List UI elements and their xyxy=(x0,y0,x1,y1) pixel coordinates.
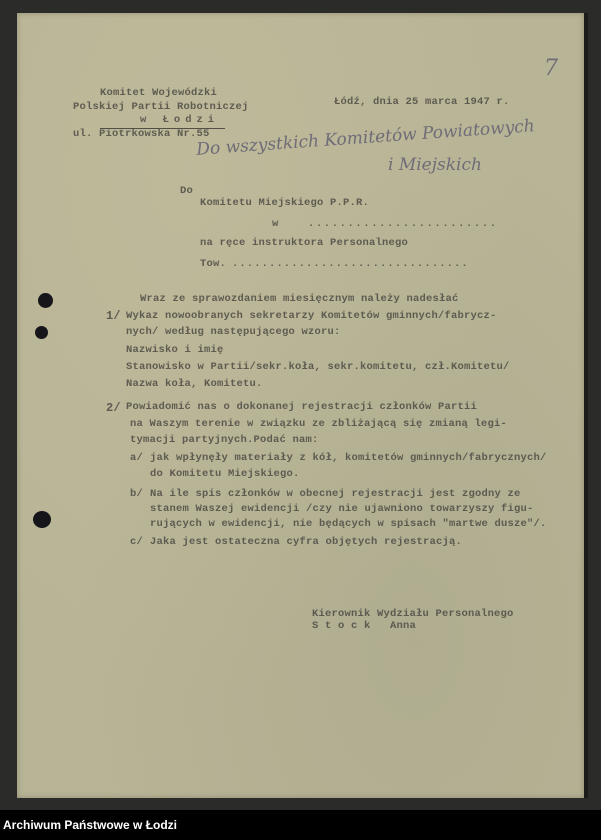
recipient-w-prefix: w xyxy=(272,218,279,230)
item-2-line: na Waszym terenie w związku ze zbliżającą się zmianą legi- xyxy=(130,418,508,430)
punch-hole xyxy=(35,326,48,339)
sender-address: ul. Piotrkowska Nr.55 xyxy=(73,128,210,140)
subitem-a-line: jak wpłynęły materiały z kół, komitetów gminnych/fabrycznych/ xyxy=(150,452,547,464)
handwritten-page-number: 7 xyxy=(544,56,558,81)
item-2-line: Powiadomić nas o dokonanej rejestracji członków Partii xyxy=(126,401,478,413)
signature-name: S t o c k Anna xyxy=(312,620,417,632)
punch-hole xyxy=(33,511,51,528)
subitem-a-marker: a/ xyxy=(130,452,144,464)
recipient-tow-prefix: Tow. xyxy=(200,258,227,270)
item-1-line: Nazwisko i imię xyxy=(126,344,224,356)
recipient-tow-blank: ................................ xyxy=(232,258,469,270)
subitem-b-marker: b/ xyxy=(130,488,144,500)
archive-caption: Archiwum Państwowe w Łodzi xyxy=(3,818,178,832)
item-2-line: tymacji partyjnych.Podać nam: xyxy=(130,434,319,446)
subitem-b-line: rujących w ewidencji, nie będących w spisach "martwe dusze"/. xyxy=(150,518,547,530)
body-intro: Wraz ze sprawozdaniem miesięcznym należy nadesłać xyxy=(140,293,459,305)
handwritten-note-line-1: Do wszystkich Komitetów Powiatowych xyxy=(195,116,536,160)
subitem-c-line: Jaka jest ostateczna cyfra objętych rejestracją. xyxy=(150,536,463,548)
handwritten-note-line-2: i Miejskich xyxy=(388,155,482,175)
subitem-b-line: Na ile spis członków w obecnej rejestracji jest zgodny ze xyxy=(150,488,521,500)
subitem-a-line: do Komitetu Miejskiego. xyxy=(150,468,300,480)
recipient-do: Do xyxy=(180,185,194,197)
item-1-line: Wykaz nowoobranych sekretarzy Komitetów gminnych/fabrycz- xyxy=(126,310,497,322)
item-1-marker: 1/ xyxy=(106,309,121,323)
subitem-b-line: stanem Waszej ewidencji /czy nie ujawniono towarzyszy figu- xyxy=(150,503,534,515)
item-1-line: Stanowisko w Partii/sekr.koła, sekr.komitetu, czł.Komitetu/ xyxy=(126,361,510,373)
subitem-c-marker: c/ xyxy=(130,536,144,548)
recipient-committee: Komitetu Miejskiego P.P.R. xyxy=(200,197,370,209)
recipient-w-blank: ........................ xyxy=(308,218,498,230)
item-2-marker: 2/ xyxy=(106,401,121,415)
page-edge-shadow xyxy=(584,13,588,798)
punch-hole xyxy=(38,293,53,308)
date-line: Łódź, dnia 25 marca 1947 r. xyxy=(334,96,510,108)
recipient-attention: na ręce instruktora Personalnego xyxy=(200,237,409,249)
item-1-line: Nazwa koła, Komitetu. xyxy=(126,378,263,390)
sender-line-1: Komitet Wojewódzki xyxy=(100,87,218,99)
sender-line-3: w Łodzi xyxy=(100,114,225,129)
signature-title: Kierownik Wydziału Personalnego xyxy=(312,608,514,620)
item-1-line: nych/ według następującego wzoru: xyxy=(126,326,341,338)
sender-line-2: Polskiej Partii Robotniczej xyxy=(73,101,249,113)
